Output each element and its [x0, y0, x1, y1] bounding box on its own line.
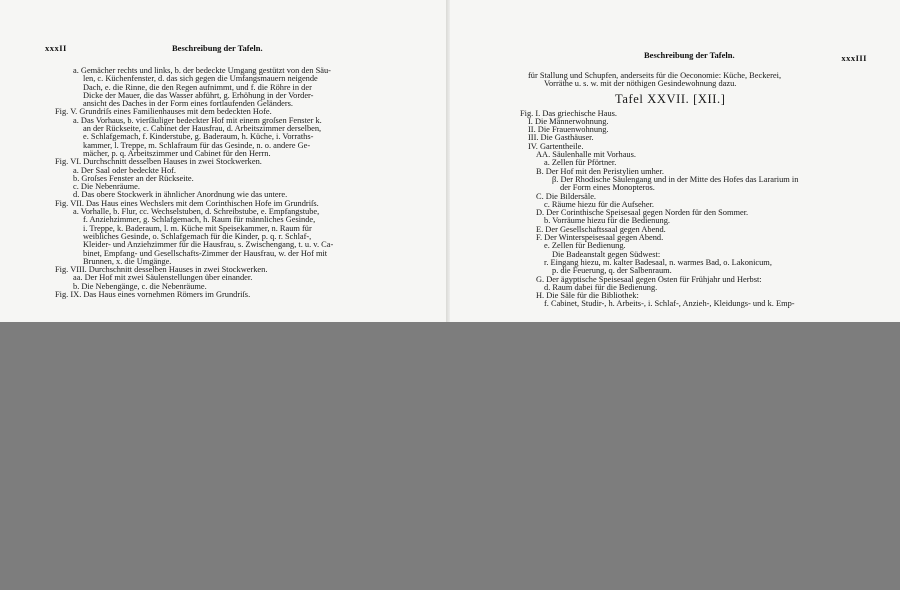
right-page-text	[520, 72, 870, 309]
plate-title: Tafel XXVII. [XII.]	[615, 91, 726, 106]
text-line: d. Das obere Stockwerk in ähnlicher Anordnung wie das untere.	[73, 191, 288, 200]
right-page-header	[450, 43, 900, 63]
text-line: C. Die Bildersäle.	[536, 192, 597, 201]
text-line: I. Die Männerwohnung.	[528, 117, 609, 126]
text-line: der Form eines Monopteros.	[560, 184, 655, 193]
right-page	[450, 0, 900, 322]
text-line: Kleider- und Anziehzimmer für die Hausfrau, s. Zwischengang, t. u. v. Ca-	[83, 241, 334, 250]
text-line: len, c. Küchenfenster, d. das sich gegen die Umfangsmauern neigende	[83, 75, 318, 84]
figure-heading-line: Fig. V. Grundriſs eines Familienhauses mit dem bedeckten Hofe.	[55, 108, 272, 117]
text-line: AA. Säulenhalle mit Vorhaus.	[536, 151, 636, 160]
text-line: F. Der Winterspeisesaal gegen Abend.	[536, 234, 664, 243]
text-line: B. Der Hof mit den Peristylien umher.	[536, 167, 664, 176]
text-line: f. Cabinet, Studir-, h. Arbeits-, i. Schlaf-, Anzieh-, Kleidungs- und k. Emp-	[544, 300, 795, 309]
left-page-number: xxxII	[45, 43, 67, 53]
text-line: weibliches Gesinde, o. Schlafgemach für die Kinder, p. q. r. Schlaf-,	[83, 232, 312, 241]
text-line: b. Vorräume hiezu für die Bedienung.	[544, 217, 670, 226]
left-page-header	[0, 43, 450, 57]
text-line: II. Die Frauenwohnung.	[528, 126, 609, 135]
figure-heading-line: Fig. VIII. Durchschnitt desselben Hauses in zwei Stockwerken.	[55, 266, 268, 275]
text-line: b. Die Nebengänge, c. die Nebenräume.	[73, 282, 207, 291]
text-line: a. Das Vorhaus, b. vierſäuliger bedeckter Hof mit einem groſsen Fenster k.	[73, 116, 322, 125]
text-line: ansicht des Daches in der Form eines fortlaufenden Geländers.	[83, 100, 294, 109]
text-line: an der Rückseite, c. Cabinet der Hausfrau, d. Arbeitszimmer derselben,	[83, 125, 322, 134]
text-line: a. Vorhalle, b. Flur, cc. Wechselstuben, d. Schreibstube, e. Empfangstube,	[73, 208, 320, 217]
right-page-figure-list	[520, 110, 870, 309]
text-line: mächer, p. q. Arbeitszimmer und Cabinet für den Herrn.	[83, 149, 271, 158]
text-line: β. Der Rhodische Säulengang und in der Mitte des Hofes das Lararium in	[552, 175, 799, 184]
text-line: a. Gemächer rechts und links, b. der bedeckte Umgang gestützt von den Säu-	[73, 67, 331, 75]
text-line: c. Räume hiezu für die Aufseher.	[544, 200, 654, 209]
figure-heading-line: Fig. IX. Das Haus eines vornehmen Römers im Grundriſs.	[55, 291, 251, 300]
left-page-text	[55, 67, 413, 299]
text-line: r. Eingang hiezu, m. kalter Badesaal, n. warmes Bad, o. Lakonicum,	[544, 258, 772, 267]
left-page	[0, 0, 450, 322]
text-line: i. Treppe, k. Baderaum, l. m. Küche mit Speisekammer, n. Raum für	[83, 224, 312, 233]
text-line: c. Die Nebenräume.	[73, 183, 140, 192]
text-line: IV. Gartentheile.	[528, 142, 584, 151]
text-line: e. Zellen für Bedienung.	[544, 242, 626, 251]
text-line: kammer, l. Treppe, m. Schlafraum für das Gesinde, n. o. andere Ge-	[83, 141, 311, 150]
text-line: Brunnen, x. die Umgänge.	[83, 257, 172, 266]
right-page-running-title: Beschreibung der Tafeln.	[644, 50, 735, 60]
left-page-running-title: Beschreibung der Tafeln.	[172, 43, 263, 53]
scanner-background	[0, 322, 900, 590]
text-line: H. Die Säle für die Bibliothek:	[536, 292, 639, 301]
text-line: für Stallung und Schupfen, anderseits für die Oeconomie: Küche, Beckerei,	[528, 72, 782, 80]
text-line: p. die Feuerung, q. der Salbenraum.	[552, 267, 672, 276]
text-line: Vorräthe u. s. w. mit der nöthigen Gesindewohnung dazu.	[544, 80, 737, 89]
text-line: III. Die Gasthäuser.	[528, 134, 594, 143]
text-line: E. Der Gesellschaftssaal gegen Abend.	[536, 225, 666, 234]
text-line: a. Der Saal oder bedeckte Hof.	[73, 166, 177, 175]
text-line: b. Groſses Fenster an der Rückseite.	[73, 174, 194, 183]
text-line: d. Raum dabei für die Bedienung.	[544, 283, 658, 292]
text-line: e. Schlafgemach, f. Kinderstube, g. Baderaum, h. Küche, i. Vorraths-	[83, 133, 314, 142]
text-line: binet, Empfang- und Gesellschafts-Zimmer der Hausfrau, w. der Hof mit	[83, 249, 328, 258]
figure-heading-line: Fig. I. Das griechische Haus.	[520, 109, 617, 118]
figure-heading-line: Fig. VII. Das Haus eines Wechslers mit dem Corinthischen Hofe im Grundriſs.	[55, 199, 319, 208]
text-line: Dach, e. die Rinne, die den Regen aufnimmt, und f. die Röhre in der	[83, 83, 312, 92]
right-page-number: xxxIII	[841, 53, 867, 63]
right-page-continuation	[520, 72, 870, 89]
text-line: G. Der ägyptische Speisesaal gegen Osten für Frühjahr und Herbst:	[536, 275, 762, 284]
text-line: a. Zellen für Pförtner.	[544, 159, 617, 168]
text-line: Dicke der Mauer, die das Wasser abführt, g. Erhöhung in der Vorder-	[83, 91, 314, 100]
figure-heading-line: Fig. VI. Durchschnitt desselben Hauses in zwei Stockwerken.	[55, 158, 262, 167]
text-line: D. Der Corinthische Speisesaal gegen Norden für den Sommer.	[536, 209, 749, 218]
text-line: Die Badeanstalt gegen Südwest:	[552, 250, 661, 259]
text-line: aa. Der Hof mit zwei Säulenstellungen über einander.	[73, 274, 253, 283]
text-line: f. Anziehzimmer, g. Schlafgemach, h. Raum für männliches Gesinde,	[83, 216, 316, 225]
